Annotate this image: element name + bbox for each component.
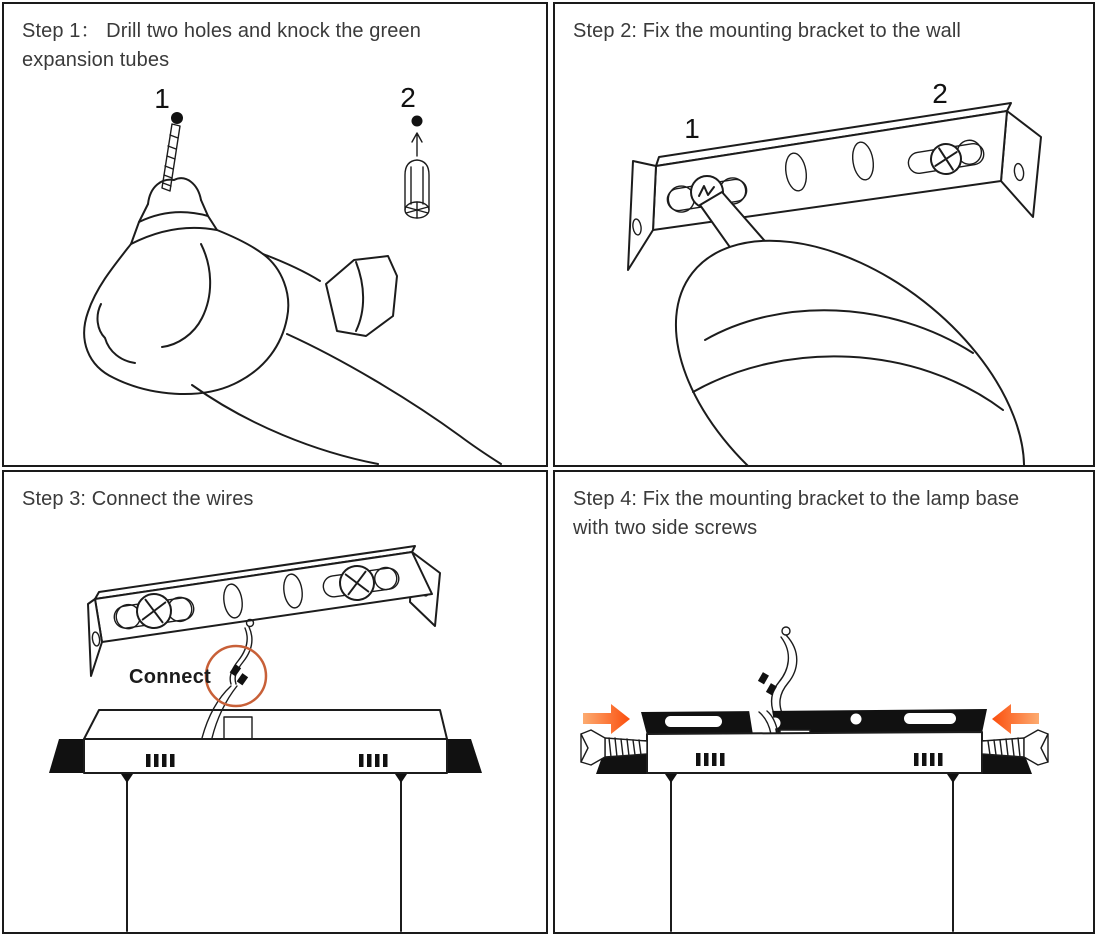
- suspension-wires: [127, 775, 401, 931]
- suspension-wires: [671, 775, 953, 931]
- hole-1-label: 1: [154, 83, 170, 114]
- push-arrow-right-icon: [992, 704, 1039, 734]
- connect-wires-illustration: [4, 472, 546, 932]
- lamp-base-illustration: [49, 710, 482, 931]
- hole-1-dot: [171, 112, 183, 124]
- step-4-title: Step 4: Fix the mounting bracket to the lamp base with two side screws: [573, 488, 1020, 539]
- step-2-title: Step 2: Fix the mounting bracket to the wall: [573, 20, 961, 42]
- lamp-base-illustration: [596, 732, 1032, 931]
- hole-2-label: 2: [400, 82, 416, 113]
- connect-label: Connect: [129, 666, 212, 688]
- panel-step-3: [2, 470, 548, 934]
- step-3-title: Step 3: Connect the wires: [22, 488, 254, 510]
- hole-2-dot: [412, 116, 423, 127]
- bracket-hole-2-label: 2: [932, 78, 948, 109]
- panel-step-2: [553, 2, 1095, 467]
- up-arrow-icon: [412, 133, 422, 156]
- panel-step-1: [2, 2, 548, 467]
- drill-illustration: [84, 124, 501, 464]
- step-1-title: Step 1： Drill two holes and knock the green expansion tubes: [22, 20, 421, 71]
- bracket-hole-1-label: 1: [684, 113, 700, 144]
- mounted-bracket-illustration: [88, 546, 440, 676]
- wall-bracket-illustration: [555, 4, 1093, 465]
- wire-up-illustration: [758, 627, 797, 714]
- panel-step-4: [553, 470, 1095, 934]
- push-arrow-left-icon: [583, 704, 630, 734]
- expansion-tube-illustration: [405, 160, 429, 218]
